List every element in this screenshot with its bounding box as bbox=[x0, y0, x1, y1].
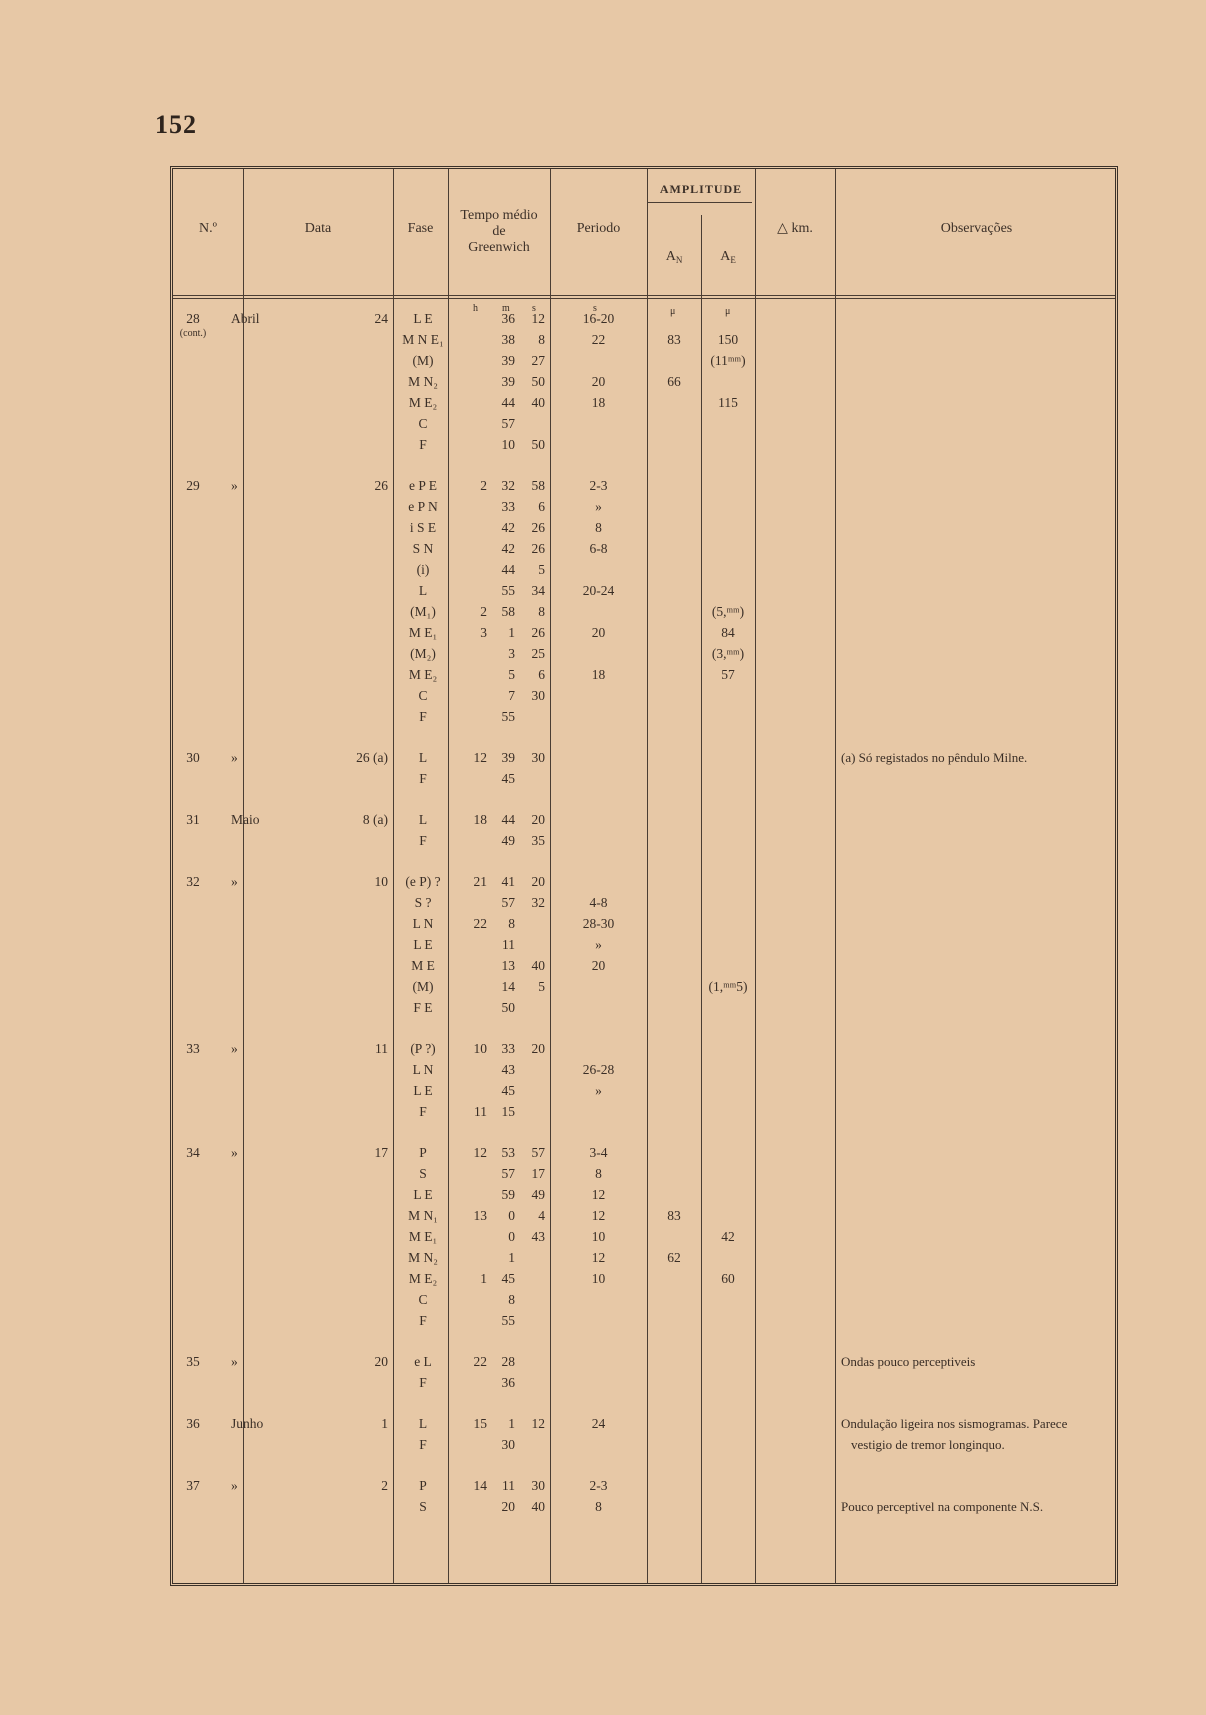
unit-h: h bbox=[473, 303, 478, 314]
time-seconds: 8 bbox=[538, 332, 545, 347]
time-minutes: 36 bbox=[501, 311, 515, 326]
time-minutes: 5 bbox=[508, 667, 515, 682]
phase-cell: M E₁ bbox=[408, 625, 438, 640]
phase-cell: P bbox=[419, 1145, 427, 1160]
time-minutes: 49 bbox=[501, 833, 515, 848]
phase-cell: F bbox=[419, 1437, 427, 1452]
event-number: 32 bbox=[186, 874, 200, 889]
event-day: 26 (a) bbox=[356, 750, 388, 765]
event-number: 34 bbox=[186, 1145, 200, 1160]
time-minutes: 0 bbox=[508, 1208, 515, 1223]
header-fase: Fase bbox=[407, 221, 434, 236]
time-seconds: 27 bbox=[531, 353, 545, 368]
time-minutes: 14 bbox=[501, 979, 515, 994]
phase-cell: L bbox=[418, 1416, 428, 1431]
unit-mu-n: μ bbox=[670, 306, 676, 317]
amplitude-e-cell: 42 bbox=[721, 1229, 735, 1244]
phase-cell: L bbox=[418, 750, 428, 765]
time-minutes: 3 bbox=[508, 646, 515, 661]
period-cell: 26-28 bbox=[582, 1062, 615, 1077]
amplitude-n-cell: 83 bbox=[667, 1208, 681, 1223]
time-minutes: 57 bbox=[501, 895, 515, 910]
phase-cell: L E bbox=[413, 937, 433, 952]
phase-cell: F bbox=[419, 771, 427, 786]
time-seconds: 40 bbox=[531, 958, 545, 973]
amplitude-n-cell: 62 bbox=[667, 1250, 681, 1265]
unit-s: s bbox=[532, 303, 536, 314]
phase-cell: S N bbox=[412, 541, 434, 556]
phase-cell: M E₂ bbox=[408, 1271, 438, 1286]
phase-cell: M E₁ bbox=[408, 1229, 438, 1244]
time-minutes: 15 bbox=[501, 1104, 515, 1119]
phase-cell: C bbox=[418, 688, 428, 703]
period-cell: » bbox=[595, 937, 602, 952]
period-cell: 20 bbox=[591, 374, 606, 389]
seismic-table bbox=[170, 166, 1118, 1586]
period-cell: 22 bbox=[591, 332, 606, 347]
time-hours: 2 bbox=[480, 478, 487, 493]
phase-cell: M E bbox=[411, 958, 435, 973]
time-seconds: 5 bbox=[538, 562, 545, 577]
event-number: 35 bbox=[186, 1354, 200, 1369]
time-seconds: 12 bbox=[531, 1416, 545, 1431]
header-amplitude: AMPLITUDE bbox=[659, 182, 743, 196]
time-seconds: 30 bbox=[531, 750, 545, 765]
time-minutes: 41 bbox=[501, 874, 515, 889]
time-seconds: 50 bbox=[531, 374, 545, 389]
time-seconds: 25 bbox=[531, 646, 545, 661]
header-an bbox=[647, 249, 701, 268]
period-cell: 20 bbox=[591, 625, 606, 640]
amplitude-e-cell: (5,ᵐᵐ) bbox=[711, 604, 745, 619]
time-minutes: 10 bbox=[501, 437, 515, 452]
time-minutes: 57 bbox=[501, 1166, 515, 1181]
time-hours: 1 bbox=[480, 1271, 487, 1286]
header-tempo bbox=[448, 208, 550, 256]
unit-periodo-s: s bbox=[593, 303, 597, 314]
header-periodo: Periodo bbox=[576, 221, 621, 236]
period-cell: 3-4 bbox=[589, 1145, 608, 1160]
event-day: 10 bbox=[374, 874, 388, 889]
period-cell: 8 bbox=[595, 520, 602, 535]
time-seconds: 26 bbox=[531, 625, 545, 640]
amplitude-e-cell: (3,ᵐᵐ) bbox=[711, 646, 745, 661]
time-seconds: 34 bbox=[531, 583, 545, 598]
time-minutes: 44 bbox=[501, 395, 515, 410]
period-cell: 24 bbox=[591, 1416, 606, 1431]
time-seconds: 8 bbox=[538, 604, 545, 619]
event-number: 33 bbox=[186, 1041, 200, 1056]
event-number: 30 bbox=[186, 750, 200, 765]
time-seconds: 40 bbox=[531, 395, 545, 410]
amplitude-e-cell: 84 bbox=[721, 625, 735, 640]
period-cell: 16-20 bbox=[582, 311, 615, 326]
time-seconds: 58 bbox=[531, 478, 545, 493]
time-hours: 12 bbox=[473, 1145, 487, 1160]
observation-text: Pouco perceptivel na componente N.S. bbox=[841, 1499, 1044, 1514]
amplitude-e-cell: (11ᵐᵐ) bbox=[710, 353, 746, 368]
time-minutes: 55 bbox=[501, 1313, 515, 1328]
time-seconds: 49 bbox=[531, 1187, 545, 1202]
col-divider bbox=[835, 169, 836, 1583]
time-minutes: 11 bbox=[502, 1478, 515, 1493]
header-data: Data bbox=[304, 221, 332, 236]
time-minutes: 0 bbox=[508, 1229, 515, 1244]
phase-cell: (M₂) bbox=[410, 646, 436, 661]
event-month: Maio bbox=[231, 812, 260, 827]
time-minutes: 58 bbox=[501, 604, 515, 619]
phase-cell: C bbox=[418, 416, 428, 431]
phase-cell: L bbox=[418, 812, 428, 827]
time-seconds: 43 bbox=[531, 1229, 545, 1244]
phase-cell: C bbox=[418, 1292, 428, 1307]
amplitude-divider bbox=[647, 202, 752, 203]
time-minutes: 39 bbox=[501, 353, 515, 368]
time-minutes: 45 bbox=[501, 1083, 515, 1098]
header-ae bbox=[701, 249, 755, 268]
phase-cell: (e P) ? bbox=[405, 874, 441, 889]
period-cell: 18 bbox=[591, 667, 606, 682]
time-seconds: 20 bbox=[531, 812, 545, 827]
time-hours: 10 bbox=[473, 1041, 487, 1056]
observation-text: Ondulação ligeira nos sismogramas. Parece bbox=[841, 1416, 1068, 1431]
time-seconds: 20 bbox=[531, 874, 545, 889]
header-tempo-line1: Tempo médio bbox=[460, 208, 538, 223]
time-seconds: 30 bbox=[531, 1478, 545, 1493]
time-seconds: 6 bbox=[538, 499, 545, 514]
time-seconds: 32 bbox=[531, 895, 545, 910]
header-observacoes: Observações bbox=[940, 221, 1013, 236]
time-minutes: 42 bbox=[501, 520, 515, 535]
header-ae-label: A bbox=[720, 249, 731, 264]
time-minutes: 36 bbox=[501, 1375, 515, 1390]
phase-cell: M N₂ bbox=[408, 1250, 438, 1265]
phase-cell: i S E bbox=[409, 520, 437, 535]
event-month: » bbox=[231, 478, 238, 493]
period-cell: 20 bbox=[591, 958, 606, 973]
time-minutes: 42 bbox=[501, 541, 515, 556]
time-seconds: 35 bbox=[531, 833, 545, 848]
time-hours: 15 bbox=[473, 1416, 487, 1431]
time-seconds: 5 bbox=[538, 979, 545, 994]
time-minutes: 39 bbox=[501, 750, 515, 765]
col-divider bbox=[755, 169, 756, 1583]
time-hours: 22 bbox=[473, 1354, 487, 1369]
phase-cell: e P E bbox=[409, 478, 437, 493]
header-no: N.º bbox=[199, 221, 217, 236]
time-minutes: 50 bbox=[501, 1000, 515, 1015]
header-tempo-line3: Greenwich bbox=[468, 240, 530, 255]
phase-cell: F bbox=[419, 833, 427, 848]
event-number: 28 bbox=[186, 311, 200, 326]
header-an-sub: N bbox=[675, 255, 683, 265]
phase-cell: S bbox=[419, 1499, 427, 1514]
phase-cell: (M) bbox=[412, 353, 434, 368]
event-month: Abril bbox=[231, 311, 260, 326]
time-hours: 3 bbox=[480, 625, 487, 640]
time-minutes: 1 bbox=[508, 625, 515, 640]
period-cell: 8 bbox=[595, 1166, 602, 1181]
time-minutes: 45 bbox=[501, 771, 515, 786]
time-minutes: 32 bbox=[501, 478, 515, 493]
time-minutes: 8 bbox=[508, 1292, 515, 1307]
time-hours: 22 bbox=[473, 916, 487, 931]
col-divider bbox=[701, 215, 702, 1583]
event-day: 2 bbox=[381, 1478, 388, 1493]
observation-text: Ondas pouco perceptiveis bbox=[841, 1354, 976, 1369]
amplitude-n-cell: 66 bbox=[667, 374, 681, 389]
time-minutes: 59 bbox=[501, 1187, 515, 1202]
phase-cell: S bbox=[419, 1166, 427, 1181]
phase-cell: F bbox=[419, 437, 427, 452]
event-month: » bbox=[231, 1478, 238, 1493]
header-divider bbox=[173, 295, 1115, 296]
phase-cell: L E bbox=[413, 1187, 433, 1202]
phase-cell: L E bbox=[413, 1083, 433, 1098]
time-minutes: 38 bbox=[501, 332, 515, 347]
period-cell: 2-3 bbox=[589, 1478, 608, 1493]
time-hours: 13 bbox=[473, 1208, 487, 1223]
period-cell: 28-30 bbox=[582, 916, 615, 931]
time-hours: 18 bbox=[473, 812, 487, 827]
time-minutes: 1 bbox=[508, 1416, 515, 1431]
time-minutes: 20 bbox=[501, 1499, 515, 1514]
period-cell: 2-3 bbox=[589, 478, 608, 493]
time-hours: 11 bbox=[474, 1104, 487, 1119]
time-seconds: 50 bbox=[531, 437, 545, 452]
time-hours: 12 bbox=[473, 750, 487, 765]
time-seconds: 20 bbox=[531, 1041, 545, 1056]
period-cell: 12 bbox=[591, 1187, 606, 1202]
period-cell: 10 bbox=[591, 1271, 606, 1286]
time-seconds: 30 bbox=[531, 688, 545, 703]
period-cell: 8 bbox=[595, 1499, 602, 1514]
phase-cell: e P N bbox=[408, 499, 438, 514]
time-hours: 21 bbox=[473, 874, 487, 889]
event-month: » bbox=[231, 1145, 238, 1160]
period-cell: » bbox=[595, 1083, 602, 1098]
phase-cell: L N bbox=[412, 916, 434, 931]
phase-cell: F bbox=[419, 709, 427, 724]
period-cell: 4-8 bbox=[589, 895, 608, 910]
event-day: 8 (a) bbox=[362, 812, 388, 827]
event-number: 37 bbox=[186, 1478, 200, 1493]
event-day: 17 bbox=[374, 1145, 388, 1160]
time-seconds: 40 bbox=[531, 1499, 545, 1514]
event-month: » bbox=[231, 750, 238, 765]
page-number: 152 bbox=[155, 110, 197, 139]
phase-cell: F bbox=[419, 1375, 427, 1390]
phase-cell: M N E₁ bbox=[402, 332, 444, 347]
time-minutes: 33 bbox=[501, 1041, 515, 1056]
header-an-label: A bbox=[665, 249, 676, 264]
time-minutes: 1 bbox=[508, 1250, 515, 1265]
amplitude-e-cell: 150 bbox=[717, 332, 739, 347]
period-cell: 12 bbox=[591, 1250, 606, 1265]
period-cell: 6-8 bbox=[589, 541, 608, 556]
observation-text: vestigio de tremor longinquo. bbox=[851, 1437, 1005, 1452]
phase-cell: (P ?) bbox=[410, 1041, 436, 1056]
time-seconds: 4 bbox=[538, 1208, 545, 1223]
phase-cell: M N₁ bbox=[408, 1208, 438, 1223]
phase-cell: (i) bbox=[416, 562, 430, 577]
time-minutes: 44 bbox=[501, 812, 515, 827]
time-minutes: 11 bbox=[502, 937, 515, 952]
event-number-note: (cont.) bbox=[179, 328, 207, 339]
time-seconds: 17 bbox=[531, 1166, 545, 1181]
amplitude-e-cell: 57 bbox=[721, 667, 735, 682]
time-minutes: 39 bbox=[501, 374, 515, 389]
observation-text: (a) Só registados no pêndulo Milne. bbox=[841, 750, 1028, 765]
event-day: 24 bbox=[374, 311, 388, 326]
event-day: 11 bbox=[375, 1041, 388, 1056]
period-cell: » bbox=[595, 499, 602, 514]
header-divider bbox=[173, 298, 1115, 299]
time-minutes: 55 bbox=[501, 709, 515, 724]
event-number: 29 bbox=[186, 478, 200, 493]
phase-cell: F bbox=[419, 1104, 427, 1119]
time-seconds: 26 bbox=[531, 520, 545, 535]
time-minutes: 13 bbox=[501, 958, 515, 973]
time-seconds: 57 bbox=[531, 1145, 545, 1160]
header-delta-km: △ km. bbox=[777, 221, 813, 236]
phase-cell: F E bbox=[413, 1000, 433, 1015]
time-minutes: 44 bbox=[501, 562, 515, 577]
event-number: 36 bbox=[186, 1416, 200, 1431]
event-month: Junho bbox=[231, 1416, 264, 1431]
time-minutes: 53 bbox=[501, 1145, 515, 1160]
header-ae-sub: E bbox=[730, 255, 736, 265]
amplitude-e-cell: 60 bbox=[721, 1271, 735, 1286]
phase-cell: (M₁) bbox=[410, 604, 436, 619]
amplitude-e-cell: 115 bbox=[718, 395, 738, 410]
period-cell: 20-24 bbox=[582, 583, 615, 598]
phase-cell: L bbox=[418, 583, 428, 598]
event-month: » bbox=[231, 1354, 238, 1369]
header-tempo-line2: de bbox=[492, 224, 506, 239]
phase-cell: L N bbox=[412, 1062, 434, 1077]
event-number: 31 bbox=[186, 812, 200, 827]
time-minutes: 45 bbox=[501, 1271, 515, 1286]
time-minutes: 30 bbox=[501, 1437, 515, 1452]
period-cell: 18 bbox=[591, 395, 606, 410]
phase-cell: L E bbox=[413, 311, 433, 326]
time-minutes: 7 bbox=[508, 688, 515, 703]
unit-m: m bbox=[502, 303, 510, 314]
phase-cell: P bbox=[419, 1478, 427, 1493]
time-minutes: 8 bbox=[508, 916, 515, 931]
time-minutes: 43 bbox=[501, 1062, 515, 1077]
event-month: » bbox=[231, 1041, 238, 1056]
phase-cell: (M) bbox=[412, 979, 434, 994]
event-day: 20 bbox=[374, 1354, 388, 1369]
phase-cell: M E₂ bbox=[408, 395, 438, 410]
event-day: 1 bbox=[381, 1416, 388, 1431]
phase-cell: M E₂ bbox=[408, 667, 438, 682]
time-seconds: 26 bbox=[531, 541, 545, 556]
time-minutes: 57 bbox=[501, 416, 515, 431]
period-cell: 12 bbox=[591, 1208, 606, 1223]
time-seconds: 6 bbox=[538, 667, 545, 682]
phase-cell: e L bbox=[414, 1354, 432, 1369]
time-minutes: 55 bbox=[501, 583, 515, 598]
time-minutes: 28 bbox=[501, 1354, 515, 1369]
unit-mu-e: μ bbox=[725, 306, 731, 317]
amplitude-e-cell: (1,ᵐᵐ5) bbox=[708, 979, 748, 994]
amplitude-n-cell: 83 bbox=[667, 332, 681, 347]
time-hours: 2 bbox=[480, 604, 487, 619]
phase-cell: M N₂ bbox=[408, 374, 438, 389]
period-cell: 10 bbox=[591, 1229, 606, 1244]
time-hours: 14 bbox=[473, 1478, 487, 1493]
phase-cell: F bbox=[419, 1313, 427, 1328]
event-month: » bbox=[231, 874, 238, 889]
time-seconds: 12 bbox=[531, 311, 545, 326]
time-minutes: 33 bbox=[501, 499, 515, 514]
phase-cell: S ? bbox=[414, 895, 432, 910]
event-day: 26 bbox=[374, 478, 388, 493]
